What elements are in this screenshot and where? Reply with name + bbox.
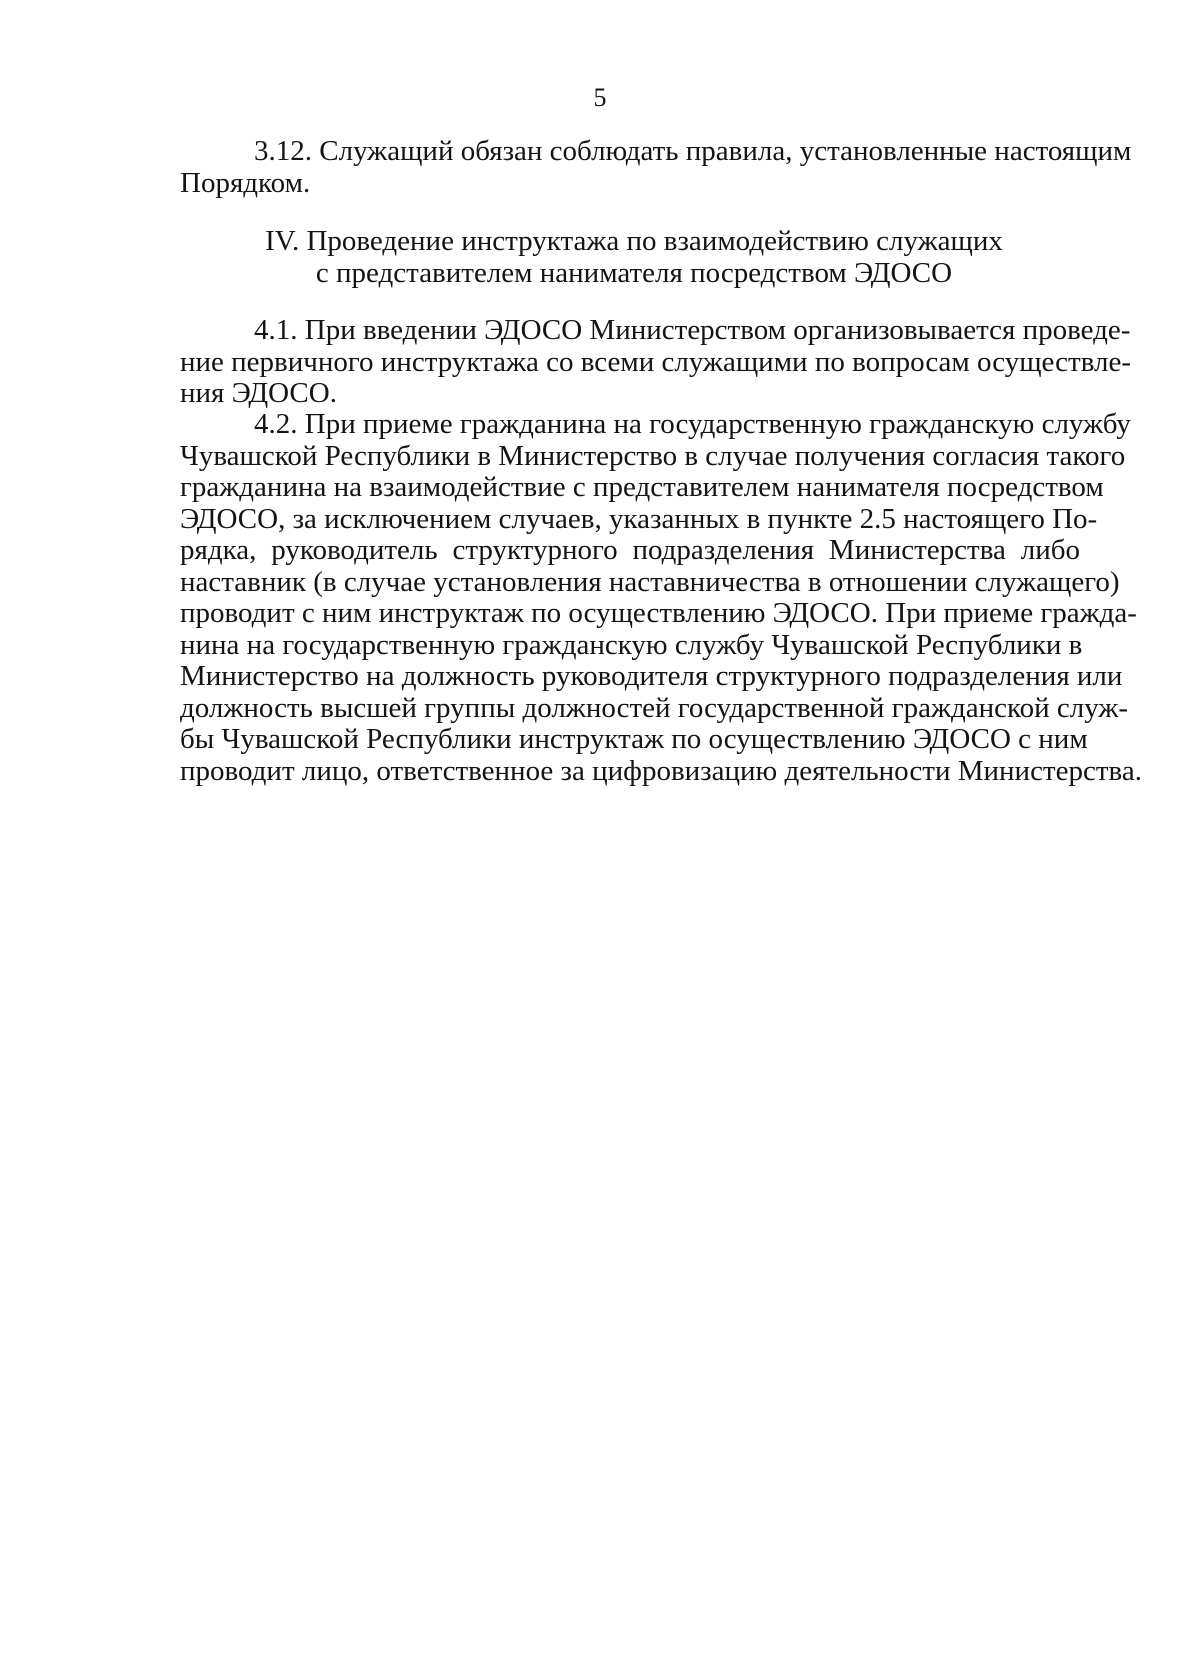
paragraph-line: ния ЭДОСО.: [180, 377, 337, 409]
heading-line: IV. Проведение инструктажа по взаимодействию служащих: [265, 225, 1003, 257]
paragraph-4-1: [180, 314, 1132, 410]
paragraph-line: проводит лицо, ответственное за цифровизацию деятельности Министерства.: [180, 754, 1142, 787]
paragraph-line: гражданина на взаимодействие с представителем нанимателя посредством: [180, 471, 1104, 503]
paragraph-line: должность высшей группы должностей государственной гражданской служ-: [180, 691, 1129, 724]
paragraph-line: Чувашской Республики в Министерство в случае получения согласия такого: [180, 439, 1126, 472]
paragraph-line: нина на государственную гражданскую службу Чувашской Республики в: [180, 628, 1083, 661]
paragraph-line: ЭДОСО, за исключением случаев, указанных в пункте 2.5 настоящего По-: [180, 502, 1098, 535]
paragraph-line: бы Чувашской Республики инструктаж по осуществлению ЭДОСО с ним: [180, 723, 1088, 755]
paragraph-line: наставник (в случае установления наставничества в отношении служащего): [180, 565, 1120, 598]
paragraph-line: ние первичного инструктажа со всеми служащими по вопросам осуществле-: [180, 345, 1132, 378]
paragraph-line: Порядком.: [180, 166, 311, 199]
paragraph-3-12: [180, 135, 1132, 199]
paragraph-line: проводит с ним инструктаж по осуществлению ЭДОСО. При приеме гражда-: [180, 597, 1137, 629]
paragraph-line: 3.12. Служащий обязан соблюдать правила, установленные настоящим: [254, 135, 1132, 167]
paragraph-line: рядка, руководитель структурного подразделения Министерства либо: [180, 534, 1080, 566]
page-number: 5: [593, 83, 607, 112]
paragraph-line: Министерство на должность руководителя структурного подразделения или: [180, 660, 1123, 692]
paragraph-line: 4.1. При введении ЭДОСО Министерством организовывается проведе-: [254, 314, 1131, 346]
section-heading: [180, 226, 1080, 289]
heading-line: с представителем нанимателя посредством ЭДОСО: [315, 256, 953, 289]
paragraph-line: 4.2. При приеме гражданина на государственную гражданскую службу: [254, 408, 1131, 440]
paragraph-4-2: [180, 408, 1142, 787]
